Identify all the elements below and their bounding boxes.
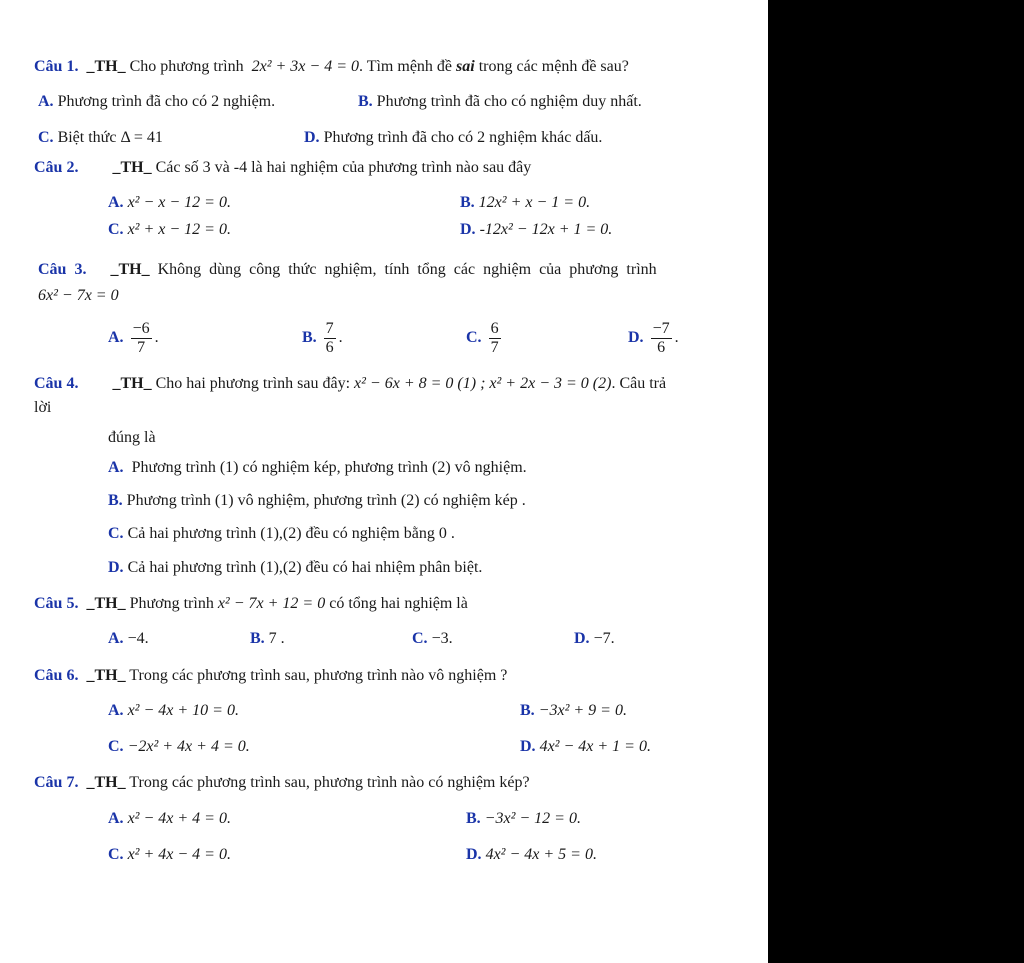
question-3 xyxy=(38,260,732,280)
option-letter: B. xyxy=(108,492,123,509)
question-4-continuation xyxy=(108,428,156,448)
option-a[interactable] xyxy=(108,629,149,649)
option-d[interactable] xyxy=(108,558,482,578)
equation: 2x² + 3x − 4 = 0 xyxy=(251,58,359,75)
option-letter: C. xyxy=(108,221,124,238)
question-text: Cho hai phương trình sau đây: xyxy=(155,375,351,392)
question-6 xyxy=(34,666,507,686)
option-letter: B. xyxy=(358,93,373,110)
question-5 xyxy=(34,594,468,614)
option-text: x² + x − 12 = 0. xyxy=(127,221,231,238)
option-d[interactable] xyxy=(628,318,679,358)
option-letter: C. xyxy=(108,738,124,755)
question-text: . Tìm mệnh đề xyxy=(359,58,453,75)
option-letter: B. xyxy=(302,329,317,346)
option-text: 4x² − 4x + 1 = 0. xyxy=(539,738,651,755)
option-text: 4x² − 4x + 5 = 0. xyxy=(485,846,597,863)
equation: x² − 7x + 12 = 0 xyxy=(217,595,326,612)
question-label: Câu 1. xyxy=(34,58,79,75)
question-label: Câu 7. xyxy=(34,774,79,791)
option-c[interactable] xyxy=(466,318,504,358)
option-letter: D. xyxy=(466,846,482,863)
option-text: 7 . xyxy=(268,630,285,647)
numerator: −6 xyxy=(132,319,150,337)
option-b[interactable] xyxy=(466,809,581,829)
question-tag: _TH_ xyxy=(86,667,126,684)
option-c[interactable] xyxy=(108,737,250,757)
option-b[interactable] xyxy=(108,491,526,511)
option-text: −3x² + 9 = 0. xyxy=(538,702,627,719)
option-b[interactable] xyxy=(250,629,285,649)
option-letter: D. xyxy=(574,630,590,647)
numerator: 7 xyxy=(325,319,334,337)
question-1 xyxy=(34,57,629,77)
numerator: −7 xyxy=(652,319,670,337)
option-text: Phương trình đã cho có 2 nghiệm khác dấu. xyxy=(323,129,603,146)
question-text: Phương trình xyxy=(129,595,214,612)
option-a[interactable] xyxy=(108,701,239,721)
option-letter: B. xyxy=(460,194,475,211)
option-text: −4. xyxy=(127,630,149,647)
option-c[interactable] xyxy=(38,128,163,148)
option-letter: A. xyxy=(108,194,124,211)
option-letter: D. xyxy=(520,738,536,755)
equation: x² + 2x − 3 = 0 (2) xyxy=(489,375,612,392)
option-tail: . xyxy=(674,329,679,346)
question-text: Trong các phương trình sau, phương trình nào có nghiệm kép? xyxy=(129,774,530,791)
option-text: −3x² − 12 = 0. xyxy=(484,810,581,827)
option-letter: C. xyxy=(38,129,54,146)
option-letter: B. xyxy=(466,810,481,827)
option-c[interactable] xyxy=(108,845,231,865)
option-letter: A. xyxy=(38,93,54,110)
question-text: đúng là xyxy=(108,429,156,446)
question-text: . Câu trả xyxy=(611,375,667,392)
option-text: x² − 4x + 4 = 0. xyxy=(127,810,231,827)
option-letter: B. xyxy=(250,630,265,647)
question-tag: _TH_ xyxy=(110,261,150,278)
option-d[interactable] xyxy=(574,629,615,649)
denominator: 6 xyxy=(657,338,666,356)
question-2 xyxy=(34,158,531,178)
option-tail: . xyxy=(338,329,343,346)
option-letter: A. xyxy=(108,459,124,476)
question-label: Câu 5. xyxy=(34,595,79,612)
black-side-panel xyxy=(768,0,1024,963)
option-a[interactable] xyxy=(108,318,159,358)
fraction xyxy=(489,320,501,357)
option-text: −2x² + 4x + 4 = 0. xyxy=(127,738,250,755)
denominator: 6 xyxy=(325,338,334,356)
option-b[interactable] xyxy=(520,701,627,721)
option-b[interactable] xyxy=(358,92,642,112)
option-text: x² + 4x − 4 = 0. xyxy=(127,846,231,863)
option-text: Phương trình đã cho có nghiệm duy nhất. xyxy=(376,93,642,110)
question-tag: _TH_ xyxy=(86,595,126,612)
option-letter: C. xyxy=(466,329,482,346)
option-letter: D. xyxy=(304,129,320,146)
option-letter: A. xyxy=(108,630,124,647)
question-text: Trong các phương trình sau, phương trình nào vô nghiệm ? xyxy=(129,667,508,684)
option-d[interactable] xyxy=(520,737,651,757)
option-tail: . xyxy=(154,329,159,346)
denominator: 7 xyxy=(490,338,499,356)
option-letter: C. xyxy=(412,630,428,647)
option-a[interactable] xyxy=(108,458,527,478)
question-text: lời xyxy=(34,399,52,416)
option-text: Biệt thức Δ = 41 xyxy=(57,129,163,146)
option-text: Cả hai phương trình (1),(2) đều có nghiệm bằng 0 . xyxy=(127,525,455,542)
denominator: 7 xyxy=(137,338,146,356)
option-text: x² − x − 12 = 0. xyxy=(127,194,231,211)
option-letter: D. xyxy=(628,329,644,346)
option-a[interactable] xyxy=(108,809,231,829)
option-letter: A. xyxy=(108,329,124,346)
option-text: x² − 4x + 10 = 0. xyxy=(127,702,239,719)
option-a[interactable] xyxy=(38,92,275,112)
question-label: Câu 6. xyxy=(34,667,79,684)
option-text: Phương trình (1) có nghiệm kép, phương trình (2) vô nghiệm. xyxy=(131,459,527,476)
option-d[interactable] xyxy=(460,220,612,240)
emphasis-word: sai xyxy=(456,58,475,75)
option-text: −7. xyxy=(593,630,615,647)
option-letter: D. xyxy=(460,221,476,238)
numerator: 6 xyxy=(490,319,499,337)
option-a[interactable] xyxy=(108,193,231,213)
question-3-equation xyxy=(38,286,119,306)
option-text: Phương trình (1) vô nghiệm, phương trình (2) có nghiệm kép . xyxy=(126,492,526,509)
option-text: 12x² + x − 1 = 0. xyxy=(478,194,591,211)
question-label: Câu 4. xyxy=(34,375,79,392)
option-d[interactable] xyxy=(466,845,597,865)
question-tag: _TH_ xyxy=(112,375,152,392)
equation: x² − 6x + 8 = 0 (1) ; xyxy=(354,375,486,392)
option-letter: D. xyxy=(108,559,124,576)
fraction xyxy=(324,320,336,357)
option-text: Phương trình đã cho có 2 nghiệm. xyxy=(57,93,276,110)
option-d[interactable] xyxy=(304,128,602,148)
option-text: -12x² − 12x + 1 = 0. xyxy=(479,221,613,238)
option-letter: B. xyxy=(520,702,535,719)
option-letter: A. xyxy=(108,702,124,719)
question-tag: _TH_ xyxy=(112,159,152,176)
fraction xyxy=(651,320,672,357)
question-tag: _TH_ xyxy=(86,774,126,791)
question-text: có tổng hai nghiệm là xyxy=(329,595,468,612)
question-text: Cho phương trình xyxy=(129,58,244,75)
question-label: Câu 3. xyxy=(38,261,87,278)
question-7 xyxy=(34,773,530,793)
option-c[interactable] xyxy=(108,220,231,240)
option-b[interactable] xyxy=(460,193,590,213)
option-letter: C. xyxy=(108,846,124,863)
question-label: Câu 2. xyxy=(34,159,79,176)
question-text: Các số 3 và -4 là hai nghiệm của phương trình nào sau đây xyxy=(155,159,532,176)
question-4 xyxy=(34,374,666,394)
option-c[interactable] xyxy=(108,524,455,544)
option-b[interactable] xyxy=(302,318,343,358)
option-text: Cả hai phương trình (1),(2) đều có hai nhiệm phân biệt. xyxy=(127,559,483,576)
question-text: Không dùng công thức nghiệm, tính tổng các nghiệm của phương trình xyxy=(157,261,657,278)
option-text: −3. xyxy=(431,630,453,647)
option-letter: C. xyxy=(108,525,124,542)
equation: 6x² − 7x = 0 xyxy=(38,287,119,304)
question-text: trong các mệnh đề sau? xyxy=(478,58,629,75)
question-tag: _TH_ xyxy=(86,58,126,75)
option-letter: A. xyxy=(108,810,124,827)
option-c[interactable] xyxy=(412,629,453,649)
fraction xyxy=(131,320,152,357)
question-4-continuation xyxy=(34,398,51,418)
